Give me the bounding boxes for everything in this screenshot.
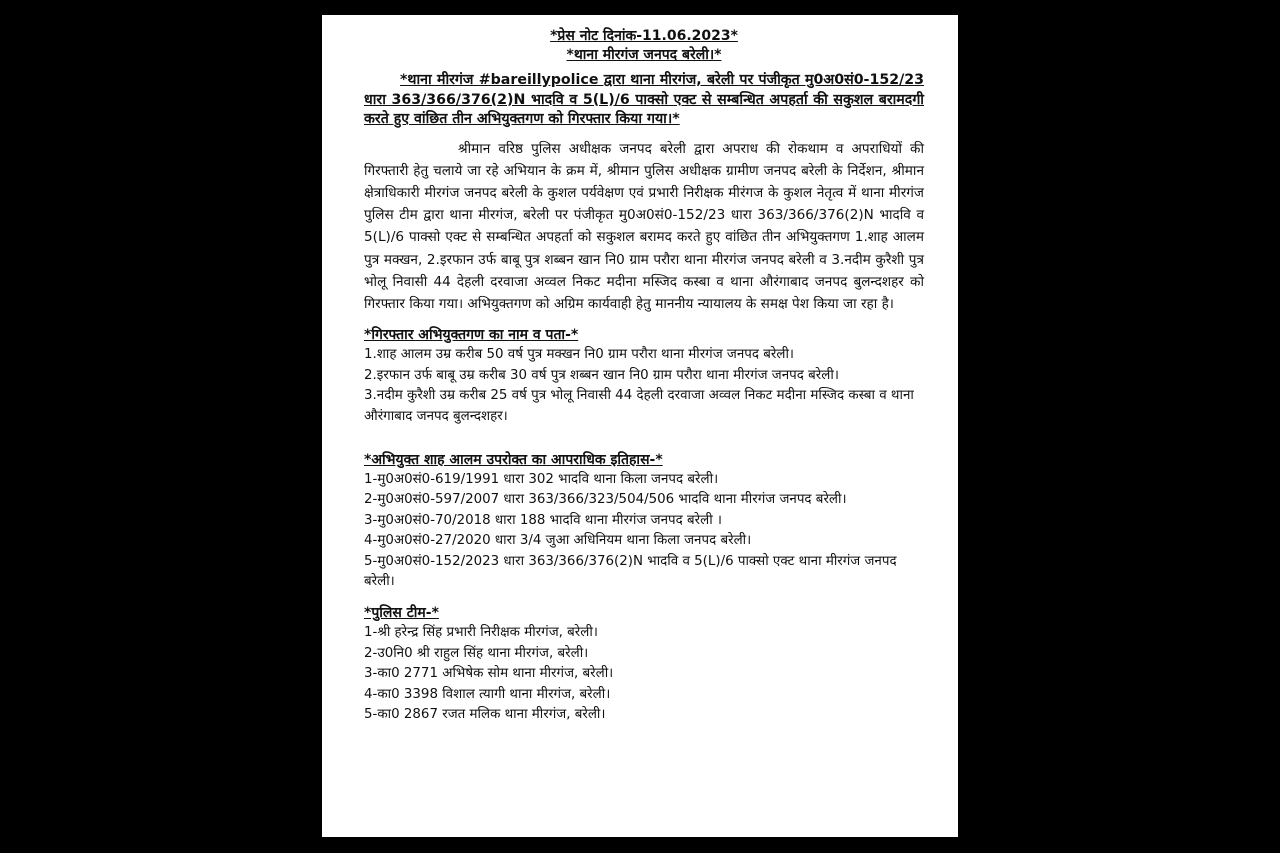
criminal-history-section [364, 450, 924, 594]
press-note-content [364, 27, 924, 726]
press-note-page [322, 15, 958, 837]
team-member: 1-श्री हरेन्द्र सिंह प्रभारी निरीक्षक मीरगंज, बरेली। [364, 625, 598, 641]
press-note-body: श्रीमान वरिष्ठ पुलिस अधीक्षक जनपद बरेली द्वारा अपराध की रोकथाम व अपराधियों की गिरफ्तारी हेतु चलाये जा रहे अभियान के क्रम में, श्रीमान पुलिस अधीक्षक ग्रामीण जनपद बरेली के निर्देशन, श्रीमान क्षेत्राधिकारी मीरगंज जनपद बरेली के कुशल पर्यवेक्षण एवं प्रभारी निरीक्षक मीरंगज के कुशल नेतृत्व में थाना मीरगंज पुलिस टीम द्वारा थाना मीरगंज, बरेली पर पंजीकृत मु0अ0सं0-152/23 धारा 363/366/376(2)N भादवि व 5(L)/6 पाक्सो एक्ट से सम्बन्धित अपहर्ता को सकुशल बरामद करते हुए वांछित तीन अभियुक्तगण 1.शाह आलम पुत्र मक्खन, 2.इरफान उर्फ बाबू पुत्र शब्बन खान नि0 ग्राम परौरा थाना मीरगंज जनपद बरेली व 3.नदीम कुरैशी पुत्र भोलू निवासी 44 देहली दरवाजा अव्वल निकट मदीना मस्जिद कस्बा व थाना औरंगाबाद जनपद बुलन्दशहर को गिरफ्तार किया गया। अभियुक्तगण को अग्रिम कार्यवाही हेतु माननीय न्यायालय के समक्ष पेश किया जा रहा है। [364, 140, 924, 312]
police-team-section [364, 603, 924, 726]
history-item: 1-मु0अ0सं0-619/1991 धारा 302 भादवि थाना किला जनपद बरेली। [364, 471, 719, 487]
history-item: 4-मु0अ0सं0-27/2020 धारा 3/4 जुआ अधिनियम थाना किला जनपद बरेली। [364, 533, 752, 549]
history-item: 2-मु0अ0सं0-597/2007 धारा 363/366/323/504/506 भादवि थाना मीरगंज जनपद बरेली। [364, 492, 847, 508]
police-team-title: *पुलिस टीम-* [364, 605, 439, 622]
accused-item: 2.इरफान उर्फ बाबू उम्र करीब 30 वर्ष पुत्र शब्बन खान नि0 ग्राम परौरा थाना मीरगंज जनपद बरेली। [364, 367, 839, 383]
accused-item: 1.शाह आलम उम्र करीब 50 वर्ष पुत्र मक्खन नि0 ग्राम परौरा थाना मीरगंज जनपद बरेली। [364, 347, 794, 363]
team-member: 3-का0 2771 अभिषेक सोम थाना मीरगंज, बरेली। [364, 666, 614, 682]
accused-section [364, 325, 924, 427]
accused-item: 3.नदीम कुरैशी उम्र करीब 25 वर्ष पुत्र भोलू निवासी 44 देहली दरवाजा अव्वल निकट मदीना मस्जिद कस्बा व थाना औरंगाबाद जनपद बुलन्दशहर। [364, 388, 914, 424]
team-member: 5-का0 2867 रजत मलिक थाना मीरगंज, बरेली। [364, 707, 606, 723]
history-item: 3-मु0अ0सं0-70/2018 धारा 188 भादवि थाना मीरगंज जनपद बरेली । [364, 512, 723, 528]
history-item: 5-मु0अ0सं0-152/2023 धारा 363/366/376(2)N भादवि व 5(L)/6 पाक्सो एक्ट थाना मीरगंज जनपद बरेली। [364, 553, 897, 590]
criminal-history-title: *अभियुक्त शाह आलम उपरोक्त का आपराधिक इतिहास-* [364, 451, 663, 468]
team-member: 4-का0 3398 विशाल त्यागी थाना मीरगंज, बरेली। [364, 686, 611, 702]
police-station-title: *थाना मीरगंज जनपद बरेली।* [566, 47, 722, 63]
press-note-header [364, 27, 924, 65]
press-note-headline: *थाना मीरगंज #bareillypolice द्वारा थाना मीरगंज, बरेली पर पंजीकृत मु0अ0सं0-152/23 धारा 363/366/376(2)N भादवि व 5(L)/6 पाक्सो एक्ट से सम्बन्धित अपहर्ता की सकुशल बरामदगी करते हुए वांछित तीन अभियुक्तगण को गिरफ्तार किया गया।* [364, 72, 924, 127]
accused-section-title: *गिरफ्तार अभियुक्तगण का नाम व पता-* [364, 327, 579, 344]
press-note-date: *प्रेस नोट दिनांक-11.06.2023* [550, 28, 738, 44]
team-member: 2-उ0नि0 श्री राहुल सिंह थाना मीरगंज, बरेली। [364, 645, 589, 661]
